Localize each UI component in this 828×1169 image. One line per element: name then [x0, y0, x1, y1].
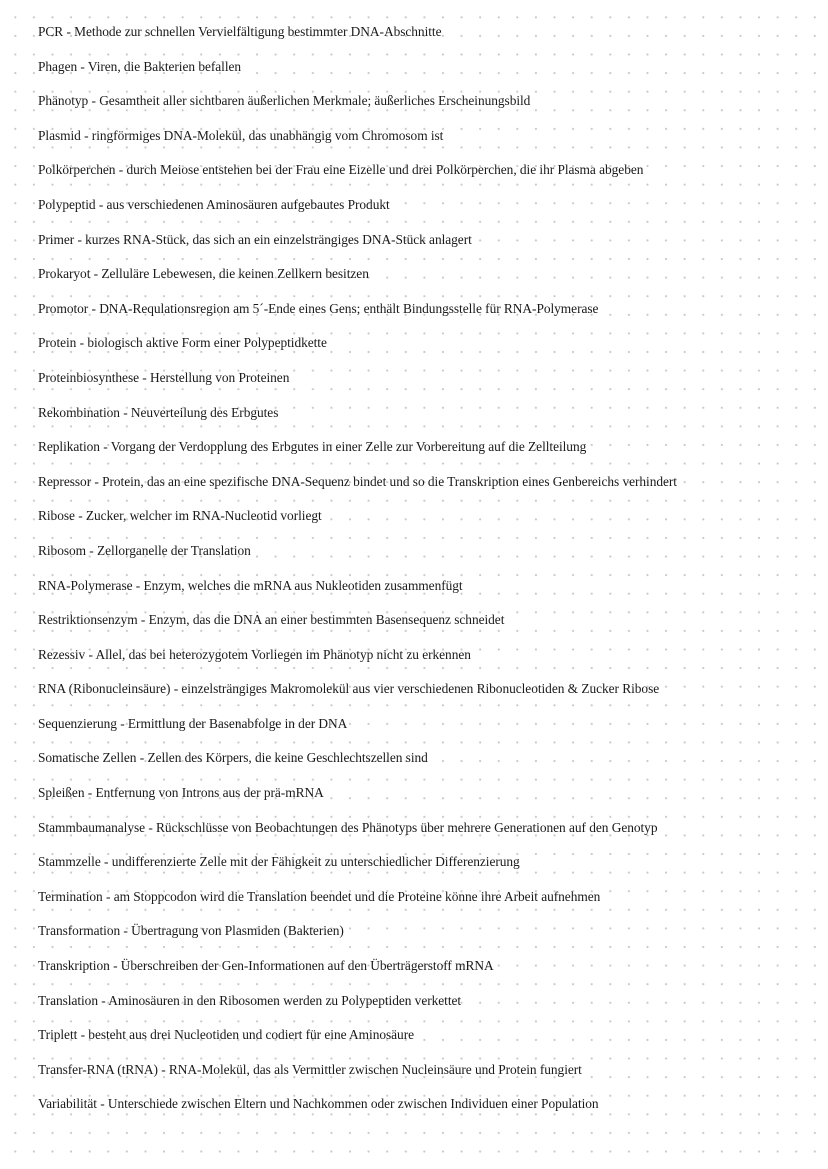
glossary-entry-ribose: Ribose - Zucker, welcher im RNA-Nucleotid vorliegt	[38, 508, 322, 524]
glossary-entry-rna-polymerase: RNA-Polymerase - Enzym, welches die mRNA aus Nukleotiden zusammenfügt	[38, 577, 463, 593]
glossary-entry-transkription: Transkription - Überschreiben der Gen-Informationen auf den Überträgerstoff mRNA	[38, 958, 494, 974]
glossary-entry-sequenzierung: Sequenzierung - Ermittlung der Basenabfolge in der DNA	[38, 715, 348, 731]
glossary-entry-proteinbiosynthese: Proteinbiosynthese - Herstellung von Proteinen	[38, 369, 290, 385]
glossary-entry-plasmid: Plasmid - ringförmiges DNA-Molekül, das unabhängig vom Chromosom ist	[38, 127, 444, 143]
glossary-entry-primer: Primer - kurzes RNA-Stück, das sich an ein einzelsträngiges DNA-Stück anlagert	[38, 231, 472, 247]
glossary-entry-protein: Protein - biologisch aktive Form einer Polypeptidkette	[38, 335, 327, 351]
glossary-entry-rekombination: Rekombination - Neuverteilung des Erbgutes	[38, 404, 279, 420]
glossary-entry-promotor: Promotor - DNA-Requlationsregion am 5´-Ende eines Gens; enthält Bindungsstelle für RNA-Polymerase	[38, 300, 599, 316]
glossary-entry-rezessiv: Rezessiv - Allel, das bei heterozygotem Vorliegen im Phänotyp nicht zu erkennen	[38, 646, 471, 662]
glossary-entry-termination: Termination - am Stoppcodon wird die Translation beendet und die Proteine könne ihre Arbeit aufnehmen	[38, 888, 601, 904]
glossary-entry-triplett: Triplett - besteht aus drei Nucleotiden und codiert für eine Aminosäure	[38, 1027, 415, 1043]
glossary-entry-polkoerperchen: Polkörperchen - durch Meiose entstehen bei der Frau eine Eizelle und drei Polkörperchen, die ihr Plasma abgeben	[38, 162, 644, 178]
glossary-entry-restriktionsenzym: Restriktionsenzym - Enzym, das die DNA an einer bestimmten Basensequenz schneidet	[38, 612, 505, 628]
glossary-entry-polypeptid: Polypeptid - aus verschiedenen Aminosäuren aufgebautes Produkt	[38, 196, 390, 212]
glossary-entry-translation: Translation - Aminosäuren in den Ribosomen werden zu Polypeptiden verkettet	[38, 992, 462, 1008]
glossary-entry-pcr: PCR - Methode zur schnellen Vervielfältigung bestimmter DNA-Abschnitte	[38, 24, 442, 39]
glossary-entry-transformation: Transformation - Übertragung von Plasmiden (Bakterien)	[38, 923, 344, 939]
glossary-entry-stammbaumanalyse: Stammbaumanalyse - Rückschlüsse von Beobachtungen des Phänotyps über mehrere Generationen auf den Genotyp	[38, 819, 658, 835]
glossary-entry-replikation: Replikation - Vorgang der Verdopplung des Erbgutes in einer Zelle zur Vorbereitung auf die Zellteilung	[38, 439, 587, 455]
glossary-entry-phagen: Phagen - Viren, die Bakterien befallen	[38, 58, 242, 74]
glossary-entry-repressor: Repressor - Protein, das an eine spezifische DNA-Sequenz bindet und so die Transkription eines Genbereichs verhindert	[38, 473, 677, 489]
glossary-entry-spleissen: Spleißen - Entfernung von Introns aus der prä-mRNA	[38, 785, 324, 801]
glossary-entry-somatische-zellen: Somatische Zellen - Zellen des Körpers, die keine Geschlechtszellen sind	[38, 750, 428, 766]
glossary-entry-ribosom: Ribosom - Zellorganelle der Translation	[38, 542, 251, 558]
glossary-entry-variabilitaet: Variabilität - Unterschiede zwischen Eltern und Nachkommen oder zwischen Individuen einer Population	[38, 1096, 599, 1112]
glossary-list	[38, 22, 818, 1129]
glossary-entry-phaenotyp: Phänotyp - Gesamtheit aller sichtbaren äußerlichen Merkmale; äußerliches Erscheinungsbild	[38, 93, 531, 109]
glossary-entry-transfer-rna: Transfer-RNA (tRNA) - RNA-Molekül, das als Vermittler zwischen Nucleinsäure und Protein fungiert	[38, 1061, 582, 1077]
glossary-entry-rna: RNA (Ribonucleinsäure) - einzelsträngiges Makromolekül aus vier verschiedenen Ribonucleotiden & Zucker Ribose	[38, 681, 660, 697]
glossary-entry-stammzelle: Stammzelle - undifferenzierte Zelle mit der Fähigkeit zu unterschiedlicher Differenzierung	[38, 854, 520, 870]
glossary-entry-prokaryot: Prokaryot - Zelluläre Lebewesen, die keinen Zellkern besitzen	[38, 266, 369, 282]
